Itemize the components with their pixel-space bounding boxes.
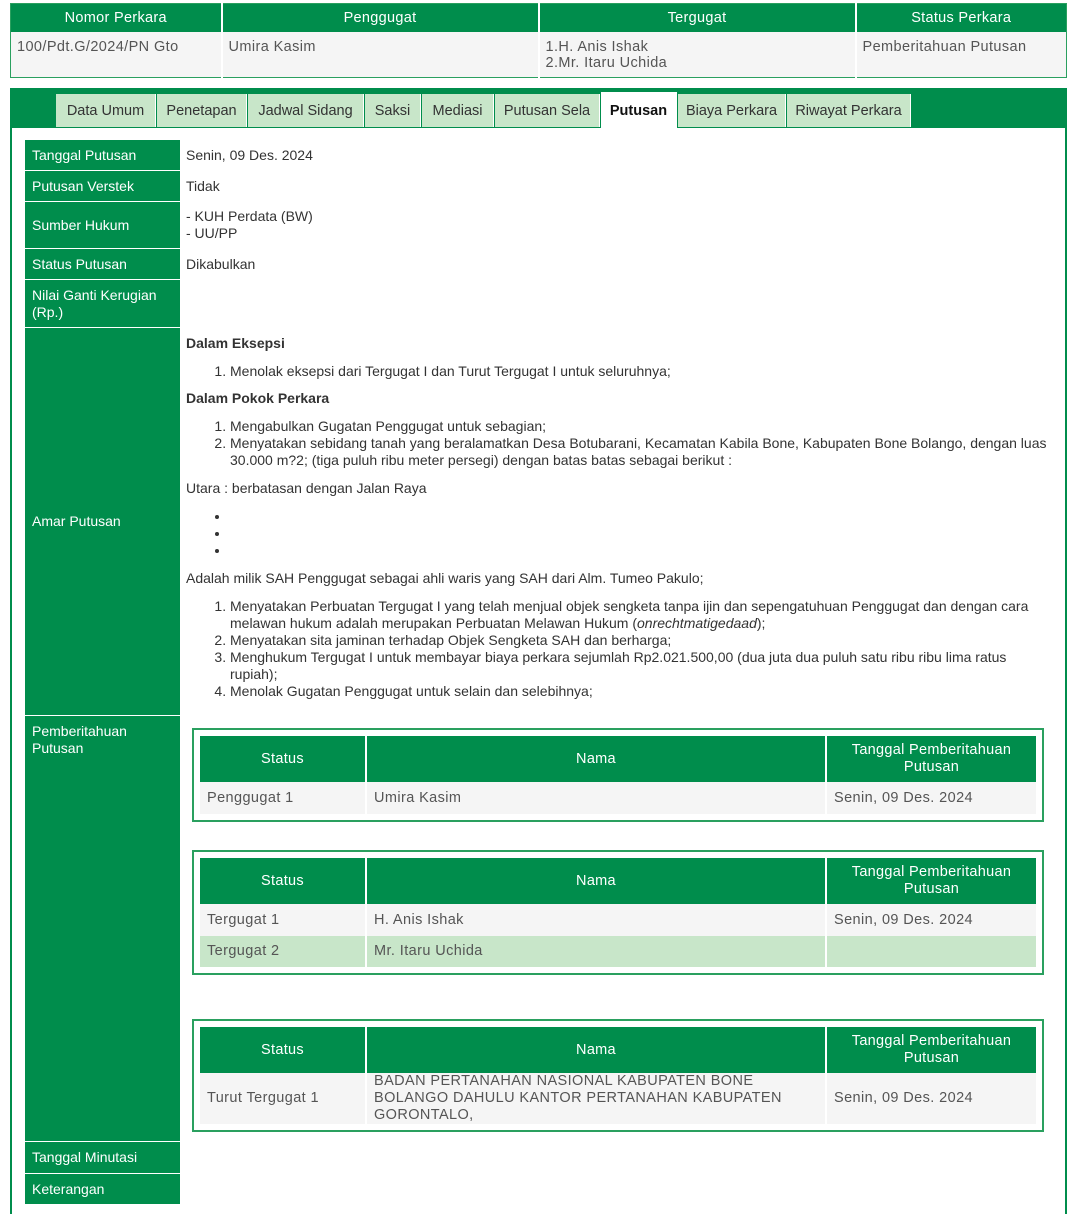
list-item: 1. Mengabulkan Gugatan Penggugat untuk sebagian; [230,418,1052,435]
cell-tanggal: Senin, 09 Des. 2024 [826,1073,1036,1124]
case-status: Pemberitahuan Putusan [856,32,1067,78]
cell-status: Tergugat 1 [200,904,366,936]
tergugat-2: 2.Mr. Itaru Uchida [545,54,668,71]
col-status: Status [200,736,366,782]
label-putusan-verstek: Putusan Verstek [25,171,180,201]
cell-status: Tergugat 2 [200,936,366,967]
tab-mediasi[interactable]: Mediasi [422,94,494,127]
list-item: 2. Menyatakan sita jaminan terhadap Objek Sengketa SAH dan berharga; [230,632,1052,649]
col-nama: Nama [366,858,826,904]
empty-bullet [230,542,1052,559]
empty-bullet [230,508,1052,525]
col-tanggal-pemberitahuan: Tanggal Pemberitahuan Putusan [826,1027,1036,1073]
tab-saksi[interactable]: Saksi [365,94,421,127]
eksepsi-list [230,363,1052,380]
sumber-hukum-item: - UU/PP [186,225,238,241]
table-row [200,782,1036,814]
col-status: Status [200,1027,366,1073]
col-nama: Nama [366,1027,826,1073]
case-tergugat [539,32,856,78]
label-sumber-hukum: Sumber Hukum [25,202,180,248]
notification-table-tergugat [192,850,1044,975]
notification-table-penggugat [192,728,1044,822]
tab-putusan-sela[interactable]: Putusan Sela [495,94,600,127]
value-tanggal-putusan: Senin, 09 Des. 2024 [186,147,313,163]
value-status-putusan: Dikabulkan [186,256,256,272]
sumber-hukum-item: - KUH Perdata (BW) [186,208,313,224]
tab-penetapan[interactable]: Penetapan [157,94,247,127]
value-putusan-verstek: Tidak [186,178,220,194]
tab-biaya-perkara[interactable]: Biaya Perkara [678,94,786,127]
label-status-putusan: Status Putusan [25,249,180,279]
value-sumber-hukum [186,208,313,242]
case-number: 100/Pdt.G/2024/PN Gto [11,32,222,78]
list-item: 4. Menolak Gugatan Penggugat untuk selain dan selebihnya; [230,683,1052,700]
header-nomor-perkara: Nomor Perkara [11,4,222,32]
list-item: 2. Menyatakan sebidang tanah yang beralamatkan Desa Botubarani, Kecamatan Kabila Bone, Kabupaten Bone Bolango, dengan luas 30.000 m?2; (tiga puluh ribu meter persegi) dengan batas batas sebagai berikut : [230,435,1052,469]
label-keterangan: Keterangan [25,1174,180,1204]
list-item: 1. Menolak eksepsi dari Tergugat I dan Turut Tergugat I untuk seluruhnya; [230,363,1052,380]
adalah-milik-statement: Adalah milik SAH Penggugat sebagai ahli waris yang SAH dari Alm. Tumeo Pakulo; [186,570,704,586]
table-row [200,904,1036,936]
case-detail-panel [10,88,1067,1214]
label-nilai-ganti-kerugian: Nilai Ganti Kerugian (Rp.) [25,280,180,327]
header-status-perkara: Status Perkara [856,4,1067,32]
amar-putusan-content [186,335,1052,700]
col-tanggal-pemberitahuan: Tanggal Pemberitahuan Putusan [826,736,1036,782]
heading-dalam-pokok-perkara: Dalam Pokok Perkara [186,390,330,406]
label-tanggal-putusan: Tanggal Putusan [25,140,180,170]
heading-dalam-eksepsi: Dalam Eksepsi [186,335,285,351]
utara-boundary: Utara : berbatasan dengan Jalan Raya [186,480,427,496]
cell-nama: Umira Kasim [366,782,826,814]
cell-nama: Mr. Itaru Uchida [366,936,826,967]
label-pemberitahuan-putusan: Pemberitahuan Putusan [25,716,180,1141]
table-row [200,1073,1036,1124]
col-nama: Nama [366,736,826,782]
header-penggugat: Penggugat [222,4,539,32]
cell-tanggal: Senin, 09 Des. 2024 [826,904,1036,936]
final-ruling-list [230,598,1052,700]
cell-status: Turut Tergugat 1 [200,1073,366,1124]
cell-tanggal: Senin, 09 Des. 2024 [826,782,1036,814]
table-row [200,936,1036,967]
cell-status: Penggugat 1 [200,782,366,814]
label-amar-putusan: Amar Putusan [25,328,180,715]
tergugat-1: 1.H. Anis Ishak [545,38,649,55]
tab-putusan[interactable]: Putusan [601,92,677,130]
col-status: Status [200,858,366,904]
notification-table-turut-tergugat [192,1019,1044,1132]
tab-data-umum[interactable]: Data Umum [56,94,156,127]
label-tanggal-minutasi: Tanggal Minutasi [25,1142,180,1173]
col-tanggal-pemberitahuan: Tanggal Pemberitahuan Putusan [826,858,1036,904]
pokok-perkara-list [230,418,1052,469]
header-tergugat: Tergugat [539,4,856,32]
list-item: 3. Menghukum Tergugat I untuk membayar biaya perkara sejumlah Rp2.021.500,00 (dua juta dua puluh satu ribu ribu lima ratus rupiah); [230,649,1052,683]
case-summary-table [10,3,1067,78]
list-item: 1. Menyatakan Perbuatan Tergugat I yang telah menjual objek sengketa tanpa ijin dan sepengatuhuan Penggugat dan dengan cara melawan hukum adalah merupakan Perbuatan Melawan Hukum (onrechtmatigedaad); [230,598,1052,632]
case-penggugat: Umira Kasim [222,32,539,78]
empty-bullet [230,525,1052,542]
tab-jadwal-sidang[interactable]: Jadwal Sidang [248,94,364,127]
tab-riwayat-perkara[interactable]: Riwayat Perkara [787,94,911,127]
cell-nama: BADAN PERTANAHAN NASIONAL KABUPATEN BONE BOLANGO DAHULU KANTOR PERTANAHAN KABUPATEN GORONTALO, [366,1073,826,1124]
cell-tanggal [826,936,1036,967]
cell-nama: H. Anis Ishak [366,904,826,936]
boundary-bullet-list [230,508,1052,559]
tab-bar [12,90,1065,128]
